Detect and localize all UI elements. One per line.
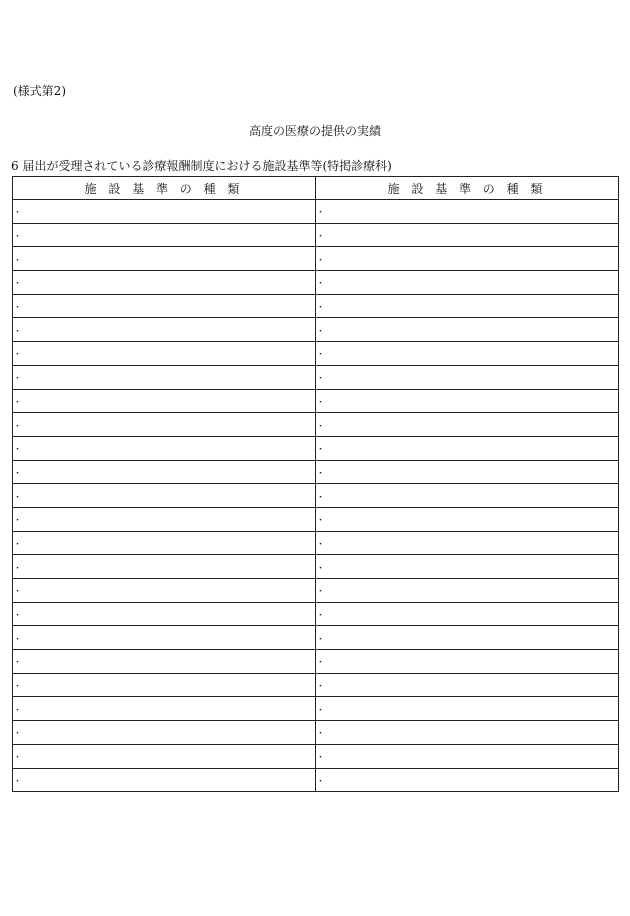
table-cell-right <box>316 507 619 531</box>
table-row <box>13 247 619 271</box>
table-row <box>13 650 619 674</box>
table-cell-right <box>316 342 619 366</box>
table-cell-left <box>13 673 316 697</box>
bullet-marker: ・ <box>13 374 23 385</box>
table-cell-right <box>316 318 619 342</box>
table-cell-left <box>13 294 316 318</box>
bullet-marker: ・ <box>316 421 326 432</box>
table-row <box>13 223 619 247</box>
table-row <box>13 626 619 650</box>
bullet-marker: ・ <box>316 279 326 290</box>
table-cell-right <box>316 271 619 295</box>
bullet-marker: ・ <box>13 350 23 361</box>
bullet-marker: ・ <box>316 492 326 503</box>
table-cell-left <box>13 247 316 271</box>
bullet-marker: ・ <box>13 729 23 740</box>
table-row <box>13 531 619 555</box>
bullet-marker: ・ <box>13 303 23 314</box>
section-heading: 6 届出が受理されている診療報酬制度における施設基準等(特掲診療科) <box>11 159 392 173</box>
table-header-row <box>13 177 619 200</box>
table-cell-left <box>13 436 316 460</box>
bullet-marker: ・ <box>316 445 326 456</box>
table-cell-left <box>13 697 316 721</box>
bullet-marker: ・ <box>316 255 326 266</box>
table-cell-left <box>13 365 316 389</box>
table-row <box>13 436 619 460</box>
bullet-marker: ・ <box>316 729 326 740</box>
table-cell-right <box>316 294 619 318</box>
bullet-marker: ・ <box>13 492 23 503</box>
table-row <box>13 200 619 224</box>
table-body <box>13 200 619 792</box>
table-cell-left <box>13 223 316 247</box>
bullet-marker: ・ <box>316 397 326 408</box>
table-cell-right <box>316 484 619 508</box>
column-header-left: 施 設 基 準 の 種 類 <box>13 177 316 200</box>
bullet-marker: ・ <box>316 350 326 361</box>
table-row <box>13 342 619 366</box>
bullet-marker: ・ <box>13 563 23 574</box>
bullet-marker: ・ <box>316 232 326 243</box>
bullet-marker: ・ <box>13 658 23 669</box>
table-cell-right <box>316 768 619 792</box>
table-cell-left <box>13 744 316 768</box>
document-title: 高度の医療の提供の実績 <box>248 124 381 138</box>
bullet-marker: ・ <box>13 421 23 432</box>
bullet-marker: ・ <box>13 445 23 456</box>
table-cell-right <box>316 389 619 413</box>
bullet-marker: ・ <box>316 468 326 479</box>
table-cell-right <box>316 365 619 389</box>
bullet-marker: ・ <box>13 634 23 645</box>
table-cell-right <box>316 531 619 555</box>
table-cell-left <box>13 318 316 342</box>
table-cell-left <box>13 460 316 484</box>
bullet-marker: ・ <box>316 611 326 622</box>
bullet-marker: ・ <box>316 587 326 598</box>
bullet-marker: ・ <box>316 516 326 527</box>
table-row <box>13 673 619 697</box>
form-label: (様式第2) <box>13 84 66 98</box>
bullet-marker: ・ <box>316 634 326 645</box>
table-row <box>13 697 619 721</box>
bullet-marker: ・ <box>316 374 326 385</box>
table-cell-left <box>13 389 316 413</box>
bullet-marker: ・ <box>13 279 23 290</box>
table-cell-left <box>13 271 316 295</box>
table-cell-right <box>316 721 619 745</box>
table-row <box>13 602 619 626</box>
table-cell-left <box>13 507 316 531</box>
table-cell-left <box>13 650 316 674</box>
table-row <box>13 271 619 295</box>
bullet-marker: ・ <box>13 539 23 550</box>
table-row <box>13 744 619 768</box>
bullet-marker: ・ <box>13 705 23 716</box>
table-cell-right <box>316 200 619 224</box>
bullet-marker: ・ <box>13 232 23 243</box>
bullet-marker: ・ <box>316 326 326 337</box>
table-cell-right <box>316 460 619 484</box>
table-row <box>13 460 619 484</box>
bullet-marker: ・ <box>13 397 23 408</box>
bullet-marker: ・ <box>13 255 23 266</box>
table-row <box>13 318 619 342</box>
bullet-marker: ・ <box>13 468 23 479</box>
table-cell-left <box>13 602 316 626</box>
table-row <box>13 413 619 437</box>
table-cell-left <box>13 484 316 508</box>
table-cell-right <box>316 223 619 247</box>
table-cell-right <box>316 626 619 650</box>
bullet-marker: ・ <box>316 208 326 219</box>
table-cell-left <box>13 768 316 792</box>
table-row <box>13 768 619 792</box>
bullet-marker: ・ <box>316 303 326 314</box>
table-row <box>13 365 619 389</box>
column-header-right: 施 設 基 準 の 種 類 <box>316 177 619 200</box>
table-cell-left <box>13 721 316 745</box>
table-cell-right <box>316 555 619 579</box>
bullet-marker: ・ <box>316 776 326 787</box>
table-cell-right <box>316 247 619 271</box>
table-cell-right <box>316 744 619 768</box>
table-row <box>13 579 619 603</box>
table-cell-left <box>13 413 316 437</box>
table-cell-left <box>13 531 316 555</box>
bullet-marker: ・ <box>13 611 23 622</box>
table-cell-right <box>316 602 619 626</box>
table-cell-right <box>316 697 619 721</box>
table-cell-left <box>13 200 316 224</box>
table-row <box>13 555 619 579</box>
table-cell-left <box>13 579 316 603</box>
table-cell-right <box>316 579 619 603</box>
table-cell-left <box>13 626 316 650</box>
bullet-marker: ・ <box>316 658 326 669</box>
bullet-marker: ・ <box>316 682 326 693</box>
bullet-marker: ・ <box>13 776 23 787</box>
facility-standards-table <box>12 176 619 792</box>
bullet-marker: ・ <box>13 516 23 527</box>
bullet-marker: ・ <box>13 587 23 598</box>
bullet-marker: ・ <box>316 539 326 550</box>
table-cell-right <box>316 673 619 697</box>
table-cell-right <box>316 436 619 460</box>
bullet-marker: ・ <box>316 563 326 574</box>
table-cell-left <box>13 555 316 579</box>
bullet-marker: ・ <box>13 208 23 219</box>
table-row <box>13 484 619 508</box>
bullet-marker: ・ <box>13 682 23 693</box>
table-row <box>13 294 619 318</box>
table-row <box>13 721 619 745</box>
bullet-marker: ・ <box>316 753 326 764</box>
table-cell-right <box>316 650 619 674</box>
bullet-marker: ・ <box>13 326 23 337</box>
bullet-marker: ・ <box>13 753 23 764</box>
table-row <box>13 507 619 531</box>
table-row <box>13 389 619 413</box>
table-cell-left <box>13 342 316 366</box>
bullet-marker: ・ <box>316 705 326 716</box>
table-cell-right <box>316 413 619 437</box>
